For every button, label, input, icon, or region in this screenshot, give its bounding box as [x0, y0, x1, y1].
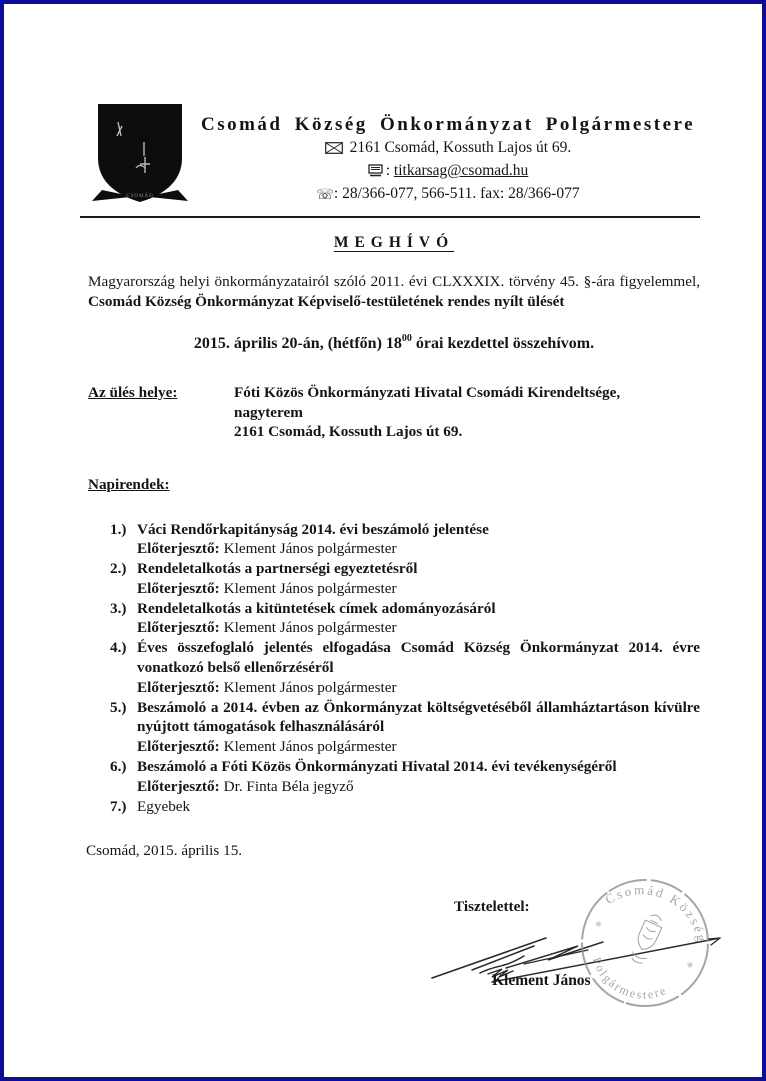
- agenda-number: 1.): [110, 520, 127, 538]
- agenda-number: 7.): [110, 797, 127, 815]
- coat-of-arms-icon: [88, 102, 192, 206]
- agenda-title: Éves összefoglaló jelentés elfogadása Csomád Község Önkormányzat 2014. évre vonatkozó belső ellenőrzéséről: [137, 639, 700, 677]
- phone-prefix: :: [333, 185, 339, 202]
- agenda-presenter: Előterjesztő: Klement János polgármester: [137, 619, 397, 637]
- stamp-crest: [628, 912, 665, 966]
- agenda-title: Váci Rendőrkapitányság 2014. évi beszámoló jelentése: [137, 520, 489, 538]
- location-line: nagyterem: [234, 403, 303, 421]
- address-text: 2161 Csomád, Kossuth Lajos út 69.: [349, 139, 572, 156]
- agenda-title: Beszámoló a 2014. évben az Önkormányzat költségvetéséből államháztartáson kívülre nyújtott támogatások felhasználásáról: [137, 698, 700, 736]
- official-stamp: [566, 864, 724, 1027]
- intro-paragraph: [88, 272, 700, 311]
- agenda-title: Rendeletalkotás a partnerségi egyeztetésről: [137, 560, 418, 578]
- agenda-number: 2.): [110, 560, 127, 578]
- org-title: Csomád Község Önkormányzat Polgármestere: [200, 114, 696, 135]
- svg-text:CSOMÁD: CSOMÁD: [126, 194, 154, 199]
- meeting-datetime-sup: 00: [401, 333, 412, 344]
- agenda-presenter: Előterjesztő: Klement János polgármester: [137, 678, 397, 696]
- location-line: 2161 Csomád, Kossuth Lajos út 69.: [234, 423, 463, 440]
- address-line: [196, 139, 700, 159]
- document-title: MEGHÍVÓ: [333, 234, 455, 251]
- computer-icon: [368, 164, 383, 182]
- closing-salutation: Tisztelettel:: [454, 898, 530, 916]
- agenda-presenter: Előterjesztő: Dr. Finta Béla jegyző: [137, 777, 354, 795]
- stamp-star-right: ✳: [684, 959, 696, 972]
- agenda-title: Egyebek: [137, 797, 191, 815]
- agenda-item-1: [110, 520, 700, 560]
- agenda-number: 6.): [110, 758, 127, 776]
- svg-text:Csomád Község: [599, 865, 723, 951]
- agenda-title: Beszámoló a Fóti Közös Önkormányzati Hivatal 2014. évi tevékenységéről: [137, 758, 617, 776]
- agenda-presenter: Előterjesztő: Klement János polgármester: [137, 540, 397, 558]
- agenda-presenter: Előterjesztő: Klement János polgármester: [137, 738, 397, 756]
- agenda-item-4: [110, 638, 700, 697]
- meeting-location: [88, 383, 700, 442]
- letterhead: [88, 100, 700, 206]
- agenda-item-2: [110, 559, 700, 599]
- signature-block: [88, 878, 710, 1068]
- email-line: [196, 162, 700, 182]
- agenda-list: [88, 520, 700, 817]
- phone-numbers: 28/366-077, 566-511. fax: 28/366-077: [342, 185, 580, 202]
- stamp-text-top: Csomád Község: [602, 882, 710, 946]
- agenda-presenter: Előterjesztő: Klement János polgármester: [137, 579, 397, 597]
- agenda-item-6: [110, 757, 700, 797]
- meeting-datetime-post: órai kezdettel összehívom.: [411, 335, 595, 352]
- envelope-icon: [325, 141, 343, 159]
- place-date: Csomád, 2015. április 15.: [86, 842, 243, 860]
- agenda-label: Napirendek:: [88, 475, 170, 493]
- header-divider: [80, 216, 700, 218]
- location-label: Az ülés helye:: [88, 384, 178, 401]
- agenda-title: Rendeletalkotás a kitüntetések címek adományozásáról: [137, 599, 496, 617]
- email-prefix: :: [385, 162, 391, 179]
- stamp-star-left: ✳: [592, 918, 604, 931]
- signatory-name: Klement János: [492, 972, 591, 990]
- location-line: Fóti Közös Önkormányzati Hivatal Csomádi Kirendeltsége,: [234, 384, 621, 401]
- email-address: titkarsag@csomad.hu: [393, 162, 529, 179]
- phone-line: [196, 185, 700, 203]
- agenda-item-5: [110, 698, 700, 757]
- agenda-number: 4.): [110, 639, 127, 657]
- meeting-datetime: [88, 333, 700, 353]
- intro-bold: Csomád Község Önkormányzat Képviselő-testületének rendes nyílt ülését: [88, 292, 565, 310]
- intro-regular: Magyarország helyi önkormányzatairól szóló 2011. évi CLXXXIX. törvény 45. §-ára figyelemmel,: [88, 273, 700, 290]
- stamp-text-bottom: Polgármestere: [589, 955, 670, 1003]
- agenda-item-3: [110, 599, 700, 639]
- meeting-datetime-pre: 2015. április 20-án, (hétfőn) 18: [193, 335, 402, 352]
- agenda-item-7: [110, 797, 700, 817]
- phone-icon: ☏: [316, 187, 334, 203]
- agenda-number: 5.): [110, 698, 127, 716]
- agenda-number: 3.): [110, 599, 127, 617]
